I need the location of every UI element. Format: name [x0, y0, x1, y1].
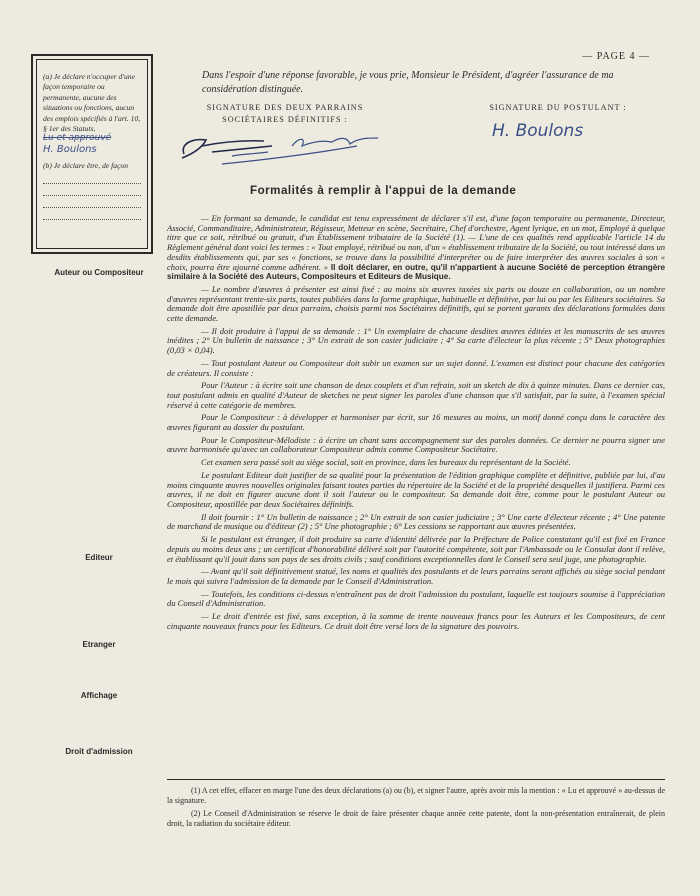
handwritten-name: H. Boulons	[43, 143, 97, 155]
sponsors-signature-label	[200, 102, 370, 126]
section-heading: Formalités à remplir à l'appui de la demande	[250, 184, 517, 197]
footnote-2: (2) Le Conseil d'Administration se réserve le droit de faire présenter chaque année cette patente, dont la non-présentation entraînerait, de plein droit, la radiation du sociétaire éditeur.	[167, 809, 665, 828]
paragraph-declaration	[167, 214, 665, 282]
intro-text: Dans l'espoir d'une réponse favorable, je vous prie, Monsieur le Président, d'agréer l'assurance de ma considération distinguée.	[202, 70, 614, 95]
sponsors-label-line-2: SOCIÉTAIRES DÉFINITIFS :	[222, 115, 348, 124]
declaration-box-inner	[36, 59, 148, 249]
handwritten-approval: Lu et approuvé	[43, 133, 112, 144]
declaration-b: (b) Je déclare être, de façon	[43, 161, 129, 171]
sidebar-auteur: Auteur ou Compositeur	[54, 268, 144, 277]
dotted-line	[43, 184, 141, 196]
footnote-1: (1) A cet effet, effacer en marge l'une des deux déclarations (a) ou (b), et signer l'autre, après avoir mis la mention : « Lu et approuvé » au-dessus de la signature.	[167, 786, 665, 805]
paragraph: Pour le Compositeur-Mélodiste : à écrire un chant sans accompagnement sur des paroles données. Ce dernier ne pourra signer une œuvre harmonisée qu'avec un collaborateur Compositeur admis comme Compositeur Sociétaire.	[167, 434, 665, 455]
dotted-line	[43, 172, 141, 184]
dotted-line	[43, 208, 141, 220]
paragraph: — Toutefois, les conditions ci-dessus n'entraînent pas de droit l'admission du postulant, laquelle est toujours soumise à l'appréciation du Conseil d'Administration.	[167, 588, 665, 609]
footnote-divider	[167, 779, 665, 780]
dotted-line	[43, 196, 141, 208]
page-number: — PAGE 4 —	[582, 51, 650, 62]
sponsors-signatures	[172, 124, 387, 176]
paragraph: — Tout postulant Auteur ou Compositeur doit subir un examen sur un sujet donné. L'examen est distinct pour chacune des catégories de créateurs. Il consiste :	[167, 357, 665, 378]
paragraph: — Le nombre d'œuvres à présenter est ainsi fixé : au moins six œuvres taxées six parts ou douze en collaboration, ou un nombre d'œuvres représentant trente-six parts, toutes publiées dans la forme graphique, habituelle et définitive, par lui ou par les Editeurs sociétaires. Sa demande doit être apostillée par deux parrains, choisis parmi nos Sociétaires définitifs, qui se portent garants des déclarations formulées dans cette demande.	[167, 283, 665, 324]
declaration-a: (a) Je déclare n'occuper d'une façon temporaire ou permanente, aucune des situations ou fonctions, aucun des emplois spécifiés à l'art. 10, § 1er des Statuts,	[43, 72, 141, 134]
paragraph-declaration-text: — En formant sa demande, le candidat est tenu expressément de déclarer s'il est, d'une façon temporaire ou permanente, Directeur, Associé, Commanditaire, Administrateur, Régisseur, Metteur en scène, Secrétaire, Chef d'orchestre, Agent lyrique, en un mot, Employé à quelque titre que ce soit, rétribué ou gratuit, d'un Etablissement tributaire de la Société (1). — L'une de ces qualités rend applicable l'article 14 du Règlement général dont voici les termes : « Tout employé, rétribué ou non, d'un « établissement tributaire de la Société, ou tout intéressé dans un desdits établissements qui, par ses « fonctions, se trouve dans la possibilité d'interpréter ou de faire interpréter des œuvres sociales à son « choix, pourra être ajourné comme adhérent. »	[167, 213, 665, 272]
sidebar-affichage: Affichage	[80, 691, 118, 700]
paragraph: Le postulant Editeur doit justifier de sa qualité pour la présentation de l'édition graphique complète et définitive, publiée par lui, d'au moins cinquante œuvres nouvelles originales faisant toutes parties du répertoire de la Société et de la propriété desquelles il justifiera. Parmi ces œuvres, il ne doit en figurer aucune dont il soit l'auteur ou le compositeur. Sa demande doit être, comme pour le postulant Auteur ou Compositeur, apostillée par deux Sociétaires définitifs.	[167, 469, 665, 509]
paragraph: — Le droit d'entrée est fixé, sans exception, à la somme de trente nouveaux francs pour les Auteurs et les Compositeurs, de cent cinquante nouveaux francs pour les Editeurs. Ce droit doit être versé lors de la signature des pouvoirs.	[167, 611, 665, 631]
paragraph-declaration-bold: Il doit déclarer, en outre, qu'il n'appartient à aucune Société de perception étrangère similaire à la Société des Auteurs, Compositeurs et Editeurs de Musique.	[167, 262, 665, 282]
paragraph: Pour le Compositeur : à développer et harmoniser par écrit, sur 16 mesures au moins, un motif donné conçu dans le caractère des œuvres figurant au dossier du postulant.	[167, 412, 665, 433]
paragraph: — Avant qu'il soit définitivement statué, les noms et qualités des postulants et de leurs parrains seront affichés au siège social pendant le mois qui suivra l'admission de la demande par le Conseil d'Administration.	[167, 566, 665, 586]
sponsors-label-line-1: SIGNATURE DES DEUX PARRAINS	[206, 103, 364, 112]
sidebar-editeur: Editeur	[85, 553, 113, 562]
paragraph: Pour l'Auteur : à écrire soit une chanson de deux couplets et d'un refrain, soit un sketch de dix à quinze minutes. Dans ce dernier cas, tout postulant admis en qualité d'Auteur de sketches ne peut signer les paroles d'une chanson que s'il satisfait, par la suite, à l'examen spécial réservé à cette catégorie de membres.	[167, 380, 665, 410]
footnotes	[167, 786, 665, 832]
paragraph: Cet examen sera passé soit au siège social, soit en province, dans les bureaux du représentant de la Société.	[201, 457, 571, 468]
paragraph: Il doit fournir : 1° Un bulletin de naissance ; 2° Un extrait de son casier judiciaire ; 3° Une carte d'électeur récente ; 4° Une patente de marchand de musique ou d'éditeur (2) ; 5° Une photographie ; 6° Les cessions se rapportant aux œuvres présentées.	[167, 511, 665, 532]
body-text	[167, 214, 665, 634]
paragraph: — Il doit produire à l'appui de sa demande : 1° Un exemplaire de chacune desdites œuvres éditées et les manuscrits de ses œuvres inédites ; 2° Un bulletin de naissance ; 3° Un extrait de son casier judiciaire ; 4° Sa carte d'électeur la plus récente ; 5° Deux photographies (0,03 × 0,04).	[167, 325, 665, 356]
sidebar-etranger: Etranger	[82, 640, 116, 649]
paragraph: Si le postulant est étranger, il doit produire sa carte d'identité délivrée par la Préfecture de Police constatant qu'il est fixé en France depuis au moins deux ans ; un certificat d'honorabilité délivré soit par l'autorité compétente, soit par l'Ambassade ou le Consulat dont il relève, et établissant qu'il jouit dans son pays de ses droits civils ; sauf conditions exceptionnelles dont le Conseil sera seul juge, une photographie.	[167, 534, 665, 564]
applicant-signature-label: SIGNATURE DU POSTULANT :	[489, 103, 627, 112]
declaration-box	[31, 54, 153, 254]
applicant-signature: H. Boulons	[492, 121, 584, 141]
sidebar-droit-admission: Droit d'admission	[65, 747, 133, 756]
